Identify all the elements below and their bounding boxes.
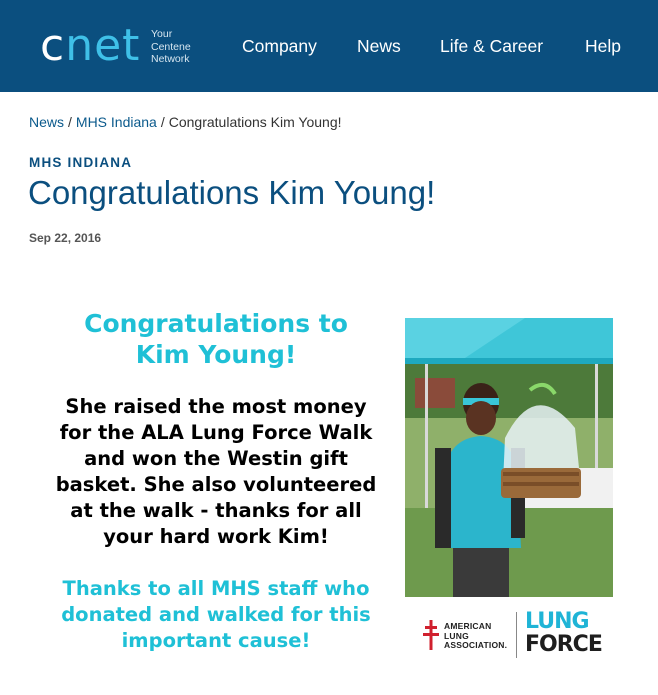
- logo-wordmark: cnet: [40, 20, 141, 71]
- flyer-thanks: Thanks to all MHS staff who donated and walked for this important cause!: [61, 577, 371, 652]
- lung-force-wordmark-bottom: FORCE: [525, 632, 602, 657]
- nav-life-career[interactable]: Life & Career: [440, 36, 544, 56]
- main-nav: [0, 36, 658, 58]
- nav-help[interactable]: Help: [585, 36, 621, 56]
- breadcrumb-separator: /: [68, 114, 72, 130]
- american-lung-association-logo: [423, 616, 515, 656]
- lorraine-cross-icon: [423, 620, 439, 650]
- breadcrumb: [29, 114, 342, 130]
- breadcrumb-mhs-indiana[interactable]: MHS Indiana: [75, 114, 157, 130]
- logo-divider: [516, 612, 517, 658]
- post-date: Sep 22, 2016: [29, 231, 102, 245]
- flyer-body: She raised the most money for the ALA Lung Force Walk and won the Westin gift basket. She also volunteered at the walk - thanks for all your hard work Kim!: [55, 395, 377, 548]
- nav-company[interactable]: Company: [242, 36, 317, 56]
- page-title: Congratulations Kim Young!: [28, 174, 436, 211]
- lung-force-wordmark-top: LUNG: [525, 609, 589, 634]
- article-category: MHS INDIANA: [29, 155, 133, 170]
- logo-tagline: Your Centene Network: [151, 28, 191, 65]
- lung-force-logo: [525, 609, 602, 658]
- flyer-headline: Congratulations to Kim Young!: [84, 309, 348, 369]
- breadcrumb-current: Congratulations Kim Young!: [168, 114, 342, 130]
- nav-news[interactable]: News: [357, 36, 401, 56]
- event-photo: [405, 318, 613, 597]
- flyer-text: [40, 308, 392, 654]
- breadcrumb-separator: /: [160, 114, 165, 130]
- site-header: [0, 0, 658, 92]
- breadcrumb-news[interactable]: News: [29, 114, 65, 130]
- ala-wordmark: AMERICAN LUNG ASSOCIATION.: [444, 621, 508, 650]
